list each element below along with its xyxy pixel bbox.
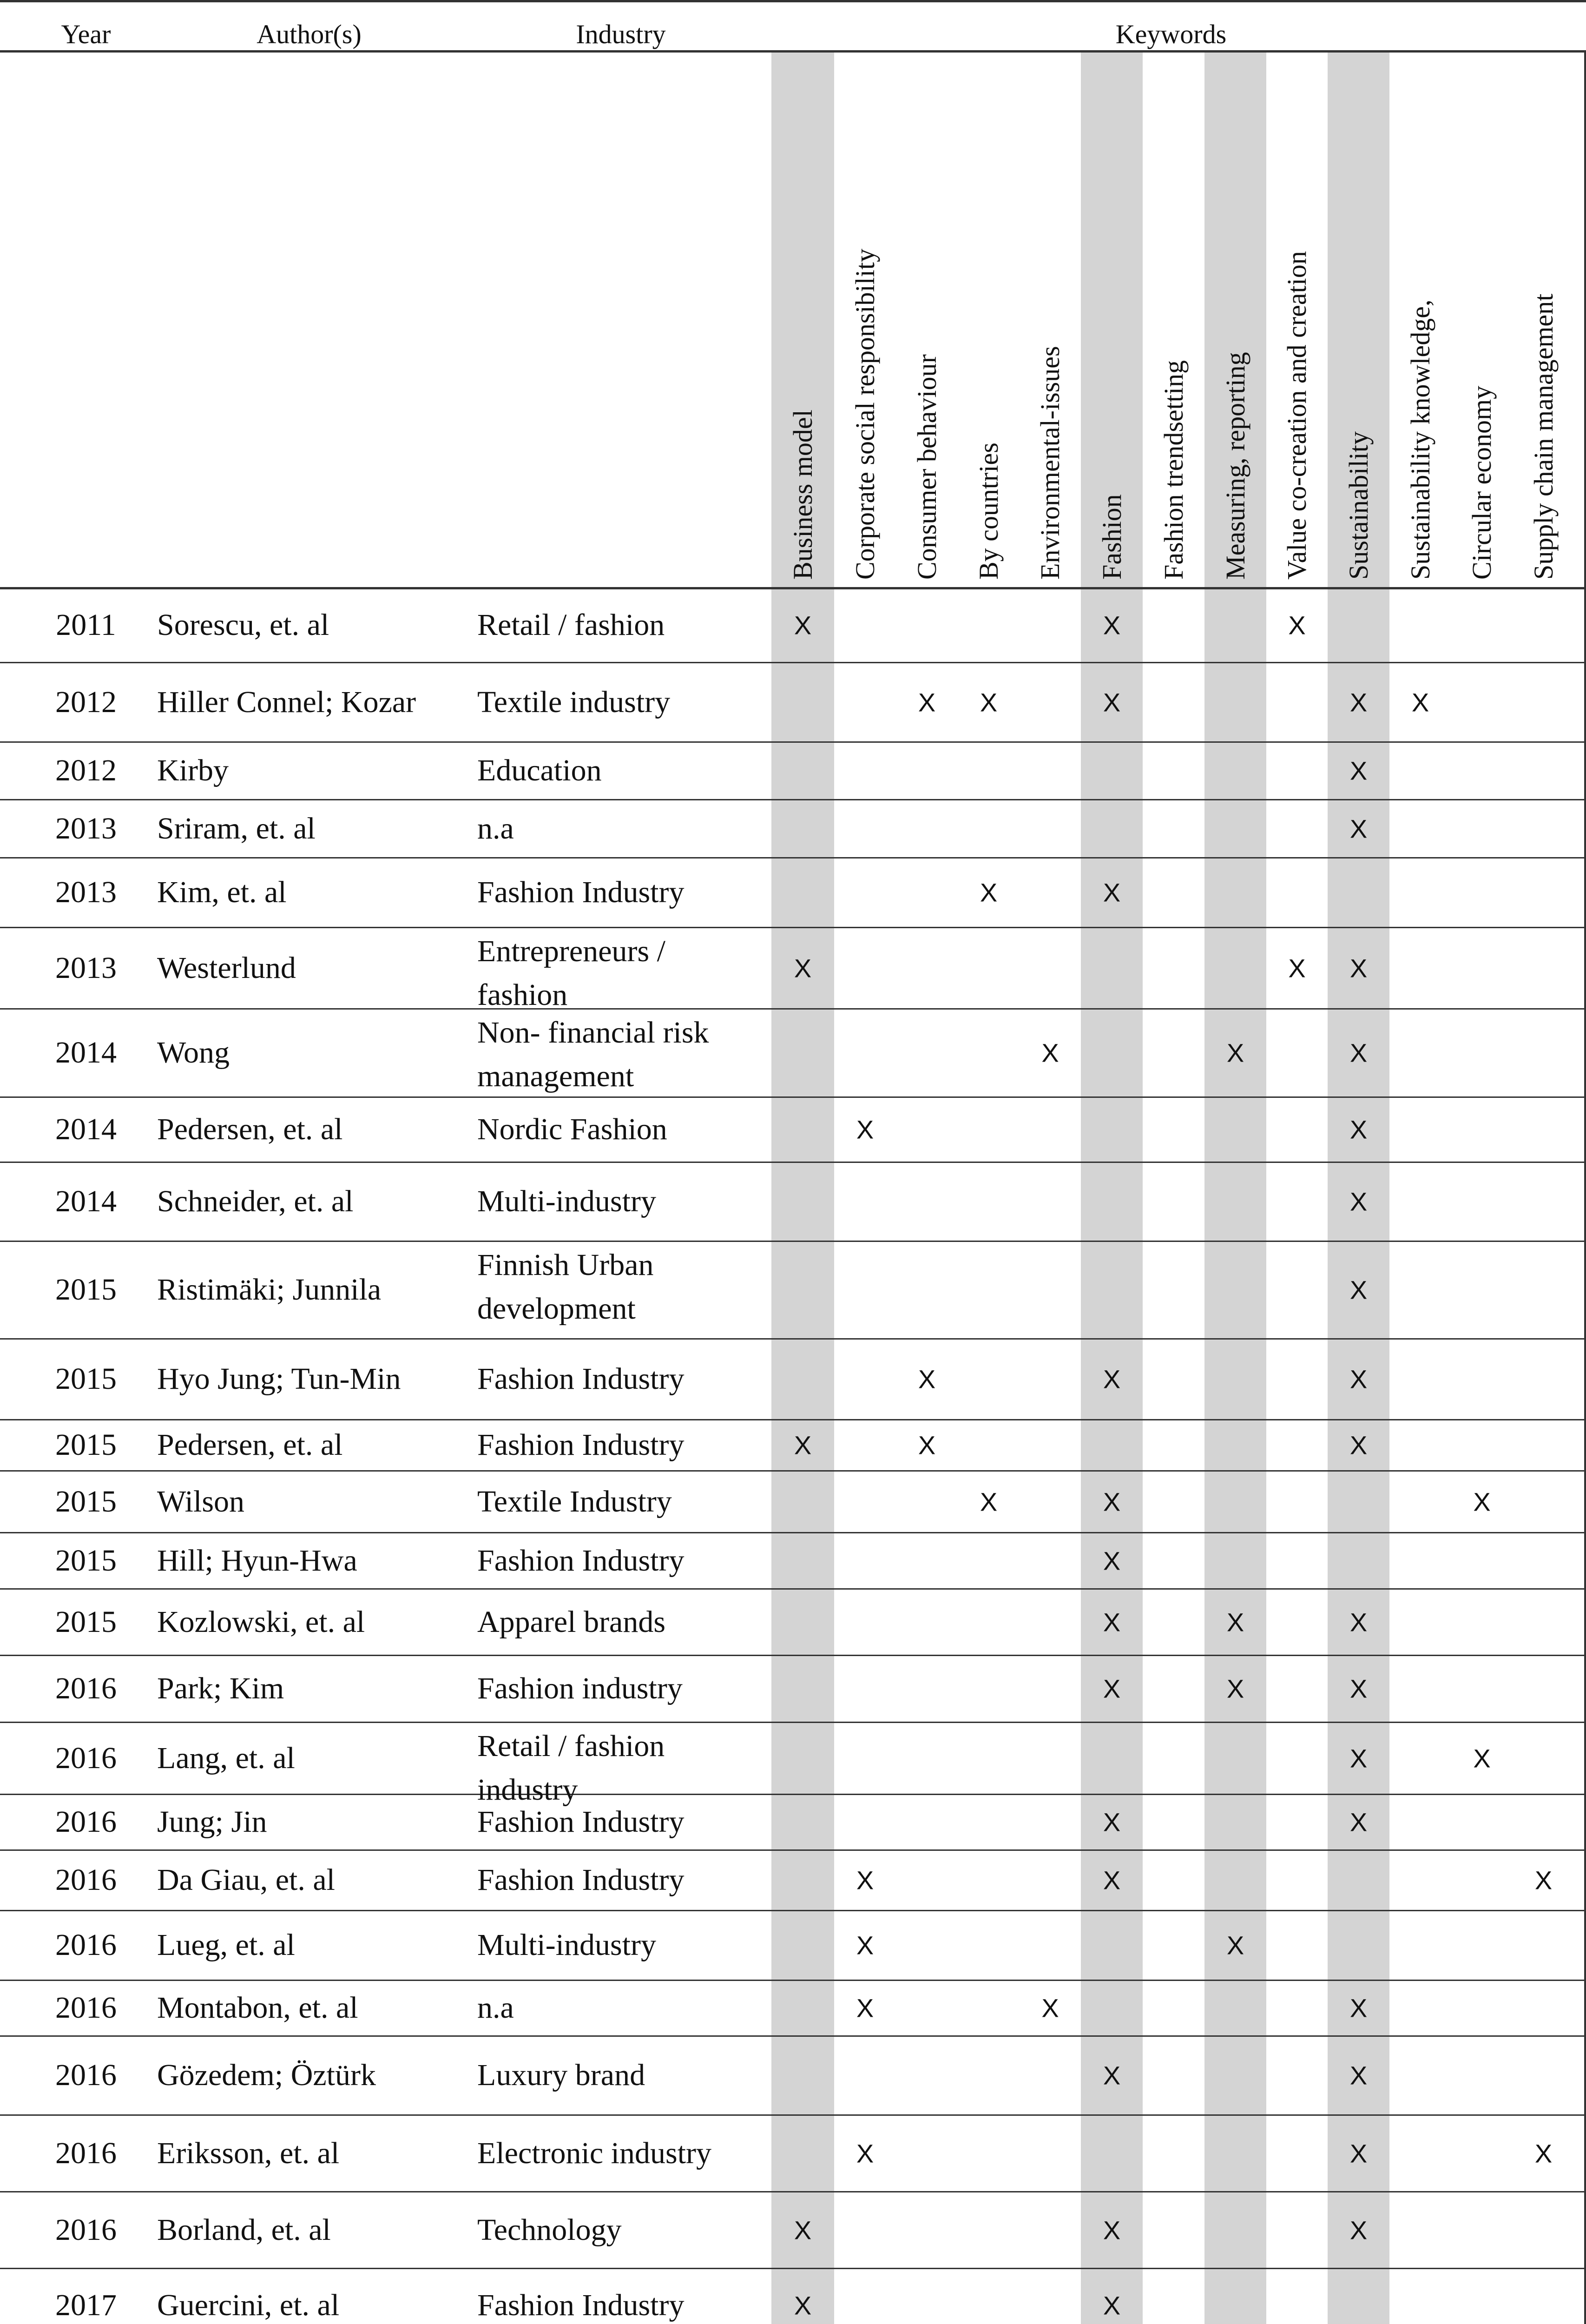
row-authors: Jung; Jin (157, 1805, 267, 1839)
row-authors: Hiller Connel; Kozar (157, 685, 416, 719)
row-rule (0, 1910, 1586, 1911)
row-rule (0, 857, 1586, 858)
keyword-mark: X (856, 1930, 874, 1960)
keyword-header: Corporate social responsibility (849, 249, 880, 580)
row-rule (0, 1588, 1586, 1590)
row-year: 2011 (56, 608, 116, 642)
keyword-mark: X (1534, 2139, 1553, 2168)
row-authors: Kim, et. al (157, 875, 287, 909)
row-industry: Non- financial risk (477, 1016, 709, 1050)
keyword-mark: X (1349, 1993, 1368, 2023)
row-rule (0, 1849, 1586, 1851)
row-authors: Park; Kim (157, 1671, 284, 1705)
row-industry: Luxury brand (477, 2058, 645, 2092)
row-authors: Wilson (157, 1484, 245, 1519)
row-industry: industry (477, 1773, 578, 1807)
keyword-mark: X (1103, 1865, 1121, 1895)
keyword-mark: X (1103, 610, 1121, 640)
row-industry: Fashion Industry (477, 1362, 684, 1396)
row-rule (0, 1096, 1586, 1098)
row-industry: Fashion Industry (477, 1543, 684, 1578)
row-industry: Multi-industry (477, 1184, 657, 1218)
keyword-mark: X (794, 2215, 812, 2245)
keyword-mark: X (1103, 1807, 1121, 1837)
keyword-header: Sustainability (1343, 431, 1374, 580)
row-rule (0, 1794, 1586, 1795)
row-industry: Entrepreneurs / (477, 934, 665, 968)
shaded-column-1 (771, 53, 834, 2324)
keyword-mark: X (1349, 1275, 1368, 1305)
keyword-mark: X (856, 1993, 874, 2023)
row-industry: fashion (477, 978, 568, 1012)
row-rule (0, 1338, 1586, 1340)
keyword-mark: X (1103, 878, 1121, 907)
keyword-mark: X (1103, 1364, 1121, 1394)
row-industry: n.a (477, 811, 514, 845)
row-year: 2016 (55, 1671, 117, 1705)
shaded-column-6 (1081, 53, 1143, 2324)
row-authors: Hill; Hyun-Hwa (157, 1543, 357, 1578)
row-authors: Kozlowski, et. al (157, 1604, 365, 1639)
row-year: 2015 (55, 1362, 117, 1396)
keyword-mark: X (980, 687, 998, 717)
keyword-mark: X (1103, 2215, 1121, 2245)
row-year: 2016 (55, 1741, 117, 1775)
row-authors: Da Giau, et. al (157, 1863, 336, 1897)
row-industry: Fashion Industry (477, 875, 684, 909)
keyword-header: Measuring, reporting (1220, 352, 1250, 580)
row-rule (0, 662, 1586, 663)
row-industry: Fashion Industry (477, 1863, 684, 1897)
keyword-mark: X (1288, 610, 1306, 640)
row-industry: Fashion Industry (477, 1428, 684, 1462)
right-border (1584, 53, 1586, 2324)
keyword-mark: X (1103, 2060, 1121, 2090)
row-year: 2016 (55, 1863, 117, 1897)
row-authors: Schneider, et. al (157, 1184, 354, 1218)
keyword-header: By countries (973, 442, 1004, 580)
keyword-mark: X (1349, 1807, 1368, 1837)
row-year: 2015 (55, 1543, 117, 1578)
row-rule (0, 587, 1586, 589)
row-rule (0, 2035, 1586, 2037)
keyword-mark: X (1349, 756, 1368, 786)
keyword-mark: X (1041, 1038, 1059, 1068)
keyword-mark: X (918, 1430, 936, 1460)
keyword-header: Consumer behaviour (911, 354, 942, 580)
keyword-mark: X (1226, 1038, 1244, 1068)
row-authors: Gözedem; Öztürk (157, 2058, 376, 2092)
row-authors: Lang, et. al (157, 1741, 295, 1775)
row-industry: Education (477, 753, 602, 787)
keyword-mark: X (1349, 953, 1368, 983)
row-year: 2013 (55, 875, 117, 909)
keyword-header: Fashion (1096, 494, 1127, 580)
row-rule (0, 2114, 1586, 2116)
keyword-mark: X (1103, 1487, 1121, 1516)
keyword-mark: X (1103, 1674, 1121, 1703)
row-year: 2015 (55, 1484, 117, 1519)
row-industry: Fashion industry (477, 1671, 683, 1705)
keyword-mark: X (794, 953, 812, 983)
keyword-header: Circular economy (1467, 385, 1497, 580)
row-authors: Sriram, et. al (157, 811, 316, 845)
keyword-mark: X (1534, 1865, 1553, 1895)
row-year: 2015 (55, 1604, 117, 1639)
row-industry: Fashion Industry (477, 1805, 684, 1839)
row-industry: Nordic Fashion (477, 1112, 667, 1146)
row-year: 2015 (55, 1428, 117, 1462)
row-industry: Apparel brands (477, 1604, 666, 1639)
row-rule (0, 50, 1586, 53)
row-year: 2012 (55, 753, 117, 787)
header-year: Year (61, 19, 111, 49)
row-industry: Electronic industry (477, 2136, 712, 2170)
keyword-mark: X (1349, 1743, 1368, 1773)
row-authors: Lueg, et. al (157, 1928, 295, 1962)
keyword-mark: X (1349, 687, 1368, 717)
row-year: 2016 (55, 1805, 117, 1839)
row-year: 2016 (55, 2212, 117, 2247)
keyword-mark: X (918, 687, 936, 717)
keyword-mark: X (1349, 2060, 1368, 2090)
keyword-mark: X (1103, 2291, 1121, 2320)
row-industry: Retail / fashion (477, 608, 665, 642)
keyword-mark: X (1226, 1674, 1244, 1703)
row-rule (0, 1162, 1586, 1163)
keyword-mark: X (1349, 1364, 1368, 1394)
row-year: 2016 (55, 1928, 117, 1962)
keyword-header: Supply chain management (1528, 293, 1559, 580)
row-rule (0, 1419, 1586, 1420)
row-rule (0, 2191, 1586, 2192)
row-industry: management (477, 1059, 634, 1093)
keyword-mark: X (1349, 1115, 1368, 1144)
keyword-mark: X (856, 2139, 874, 2168)
row-authors: Pedersen, et. al (157, 1428, 343, 1462)
keyword-mark: X (1288, 953, 1306, 983)
row-rule (0, 741, 1586, 743)
keyword-mark: X (1226, 1607, 1244, 1637)
keyword-mark: X (794, 2291, 812, 2320)
row-rule (0, 1470, 1586, 1472)
keyword-mark: X (1349, 2139, 1368, 2168)
row-year: 2014 (55, 1112, 117, 1146)
row-industry: development (477, 1292, 636, 1326)
keyword-mark: X (1103, 1607, 1121, 1637)
row-year: 2016 (55, 2058, 117, 2092)
row-rule (0, 1655, 1586, 1656)
keyword-header: Business model (787, 409, 818, 580)
row-authors: Montabon, et. al (157, 1991, 358, 2025)
keyword-header: Sustainability knowledge, (1405, 299, 1435, 580)
keyword-mark: X (1349, 1607, 1368, 1637)
row-industry: Retail / fashion (477, 1729, 665, 1763)
keyword-mark: X (856, 1115, 874, 1144)
row-authors: Borland, et. al (157, 2212, 331, 2247)
keyword-mark: X (1041, 1993, 1059, 2023)
row-industry: n.a (477, 1991, 514, 2025)
keyword-mark: X (1103, 687, 1121, 717)
row-year: 2013 (55, 951, 117, 985)
row-year: 2013 (55, 811, 117, 845)
row-year: 2015 (55, 1273, 117, 1307)
keyword-mark: X (1226, 1930, 1244, 1960)
row-industry: Finnish Urban (477, 1248, 654, 1282)
row-authors: Pedersen, et. al (157, 1112, 343, 1146)
header-authors: Author(s) (257, 19, 362, 49)
keyword-mark: X (1349, 1430, 1368, 1460)
row-year: 2017 (55, 2288, 117, 2322)
row-industry: Technology (477, 2212, 622, 2247)
keyword-mark: X (1473, 1487, 1491, 1516)
row-year: 2014 (55, 1036, 117, 1070)
row-authors: Hyo Jung; Tun-Min (157, 1362, 401, 1396)
row-rule (0, 1532, 1586, 1533)
keyword-header: Value co-creation and creation (1282, 251, 1312, 580)
header-industry: Industry (576, 19, 666, 49)
keyword-header: Environmental-issues (1035, 346, 1065, 580)
row-rule (0, 1722, 1586, 1723)
keyword-mark: X (1349, 1674, 1368, 1703)
row-rule (0, 2268, 1586, 2269)
row-year: 2016 (55, 2136, 117, 2170)
keyword-mark: X (1349, 2215, 1368, 2245)
keyword-mark: X (1349, 1038, 1368, 1068)
keyword-mark: X (980, 1487, 998, 1516)
row-industry: Textile industry (477, 685, 671, 719)
row-authors: Westerlund (157, 951, 296, 985)
keyword-mark: X (794, 1430, 812, 1460)
keyword-mark: X (856, 1865, 874, 1895)
row-authors: Eriksson, et. al (157, 2136, 340, 2170)
header-keywords: Keywords (1115, 19, 1227, 49)
row-authors: Ristimäki; Junnila (157, 1273, 382, 1307)
row-authors: Wong (157, 1036, 230, 1070)
keyword-mark: X (1349, 1187, 1368, 1216)
keyword-mark: X (918, 1364, 936, 1394)
keyword-mark: X (794, 610, 812, 640)
row-rule (0, 1980, 1586, 1981)
row-year: 2012 (55, 685, 117, 719)
row-industry: Multi-industry (477, 1928, 657, 1962)
row-rule (0, 927, 1586, 928)
keyword-header: Fashion trendsetting (1158, 360, 1189, 580)
row-year: 2014 (55, 1184, 117, 1218)
row-rule (0, 0, 1586, 2)
keyword-mark: X (1473, 1743, 1491, 1773)
keyword-mark: X (980, 878, 998, 907)
keyword-mark: X (1349, 814, 1368, 843)
row-rule (0, 1008, 1586, 1010)
row-authors: Guercini, et. al (157, 2288, 340, 2322)
row-authors: Sorescu, et. al (157, 608, 329, 642)
row-industry: Textile Industry (477, 1484, 672, 1519)
row-authors: Kirby (157, 753, 229, 787)
row-industry: Fashion Industry (477, 2288, 684, 2322)
keyword-mark: X (1103, 1546, 1121, 1575)
row-year: 2016 (55, 1991, 117, 2025)
row-rule (0, 799, 1586, 800)
keyword-mark: X (1411, 687, 1429, 717)
row-rule (0, 1241, 1586, 1242)
